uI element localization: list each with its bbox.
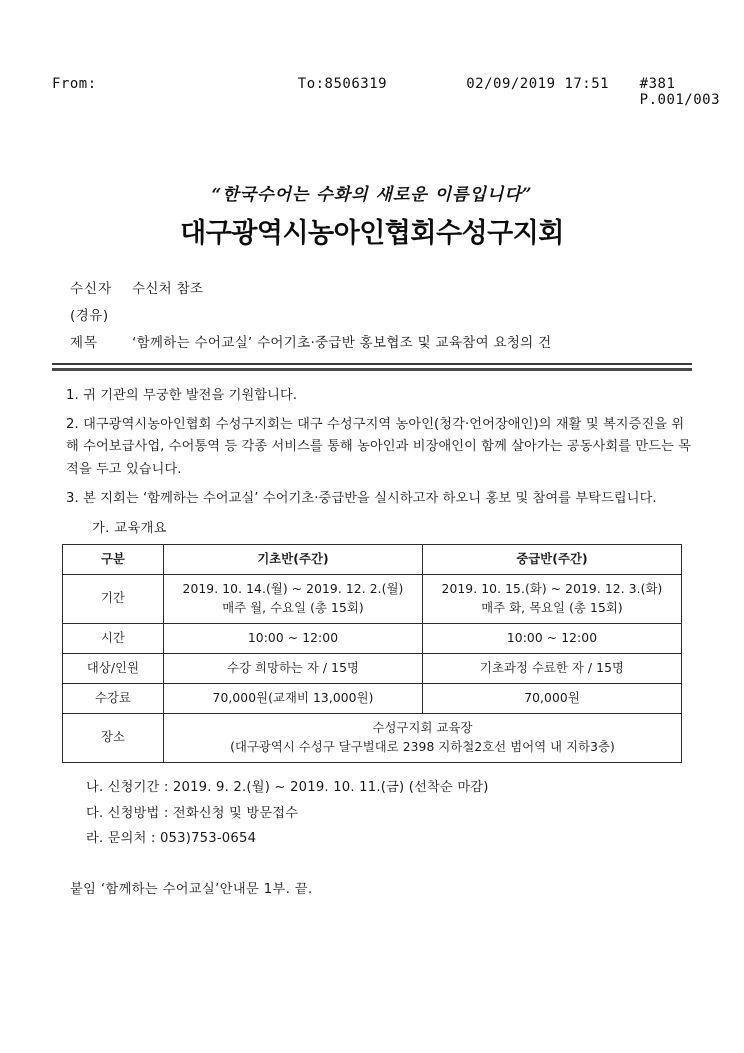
table-row [63,574,682,623]
row-label-fee: 수강료 [63,683,164,713]
subsection-b-application-period: 나. 신청기간 : 2019. 9. 2.(월) ~ 2019. 10. 11.(금) (선착순 마감) [86,779,489,795]
fax-datetime: 02/09/2019 17:51 [466,76,610,92]
cell-period-intermediate [423,574,682,623]
table-header-intermediate: 중급반(주간) [423,544,682,574]
table-row [63,623,682,653]
slogan-handwriting: “한국수어는 수화의 새로운 이름입니다” [211,185,533,205]
subsection-d-contact: 라. 문의처 : 053)753-0654 [86,831,257,847]
fax-from-label: From: [52,76,97,92]
table-header-division: 구분 [63,544,164,574]
application-details [86,775,744,852]
cell-period-inter-line2: 매주 화, 목요일 (총 15회) [481,600,623,615]
cell-target-intermediate: 기초과정 수료한 자 / 15명 [423,653,682,683]
paragraph-2: 2. 대구광역시농아인협회 수성구지회는 대구 수성구지역 농아인(청각·언어장애인)의 재활 및 복지증진을 위해 수어보급사업, 수어통역 등 각종 서비스를 통해 농아인과 비장애인이 함께 살아가는 공동사회를 만드는 목적을 두고 있습니다. [66,416,692,478]
cell-period-basic [164,574,423,623]
table-row [63,683,682,713]
fax-header-bar [52,76,720,108]
paragraph-1: 1. 귀 기관의 무궁한 발전을 기원합니다. [66,388,298,403]
education-overview-table [62,544,682,763]
attachment-closing-line: 붙임 ‘함께하는 수어교실’안내문 1부. 끝. [70,882,313,898]
row-label-time: 시간 [63,623,164,653]
cell-target-basic: 수강 희망하는 자 / 15명 [164,653,423,683]
subject-value: ‘함께하는 수어교실’ 수어기초·중급반 홍보협조 및 교육참여 요청의 건 [132,335,552,351]
document-body [0,180,744,897]
cell-period-inter-line1: 2019. 10. 15.(화) ~ 2019. 12. 3.(화) [441,581,663,596]
cell-time-basic: 10:00 ~ 12:00 [164,623,423,653]
subsection-a-label: 가. 교육개요 [92,520,167,536]
paragraph-3: 3. 본 지회는 ‘함께하는 수어교실’ 수어기초·중급반을 실시하고자 하오니 홍보 및 참여를 부탁드립니다. [66,490,657,506]
row-label-place: 장소 [63,713,164,762]
table-row [63,653,682,683]
subject-label: 제목 [70,335,99,351]
fax-to-label: To:8506319 [297,76,388,92]
recipient-value: 수신처 참조 [132,281,204,297]
table-header-basic: 기초반(주간) [164,544,423,574]
cell-fee-basic: 70,000원(교재비 13,000원) [164,683,423,713]
cell-period-basic-line2: 매주 월, 수요일 (총 15회) [222,600,364,615]
organization-title: 대구광역시농아인협회수성구지회 [180,218,564,249]
recipient-label: 수신자 [70,281,113,297]
cell-time-intermediate: 10:00 ~ 12:00 [423,623,682,653]
header-divider [52,363,692,371]
row-label-target: 대상/인원 [63,653,164,683]
recipient-row [70,276,744,303]
subsection-c-application-method: 다. 신청방법 : 전화신청 및 방문접수 [86,805,299,821]
fax-page-count: #381 P.001/003 [639,76,721,108]
subject-row [70,330,744,357]
table-row [63,713,682,762]
cell-place-line1: 수성구지회 교육장 [372,720,473,735]
table-header-row [63,544,682,574]
cell-fee-intermediate: 70,000원 [423,683,682,713]
cell-place-value [164,713,682,762]
row-label-period: 기간 [63,574,164,623]
cell-period-basic-line1: 2019. 10. 14.(월) ~ 2019. 12. 2.(월) [182,581,404,596]
via-row: (경유) [70,308,109,324]
cell-place-line2: (대구광역시 수성구 달구벌대로 2398 지하철2호선 범어역 내 지하3층) [230,739,615,754]
